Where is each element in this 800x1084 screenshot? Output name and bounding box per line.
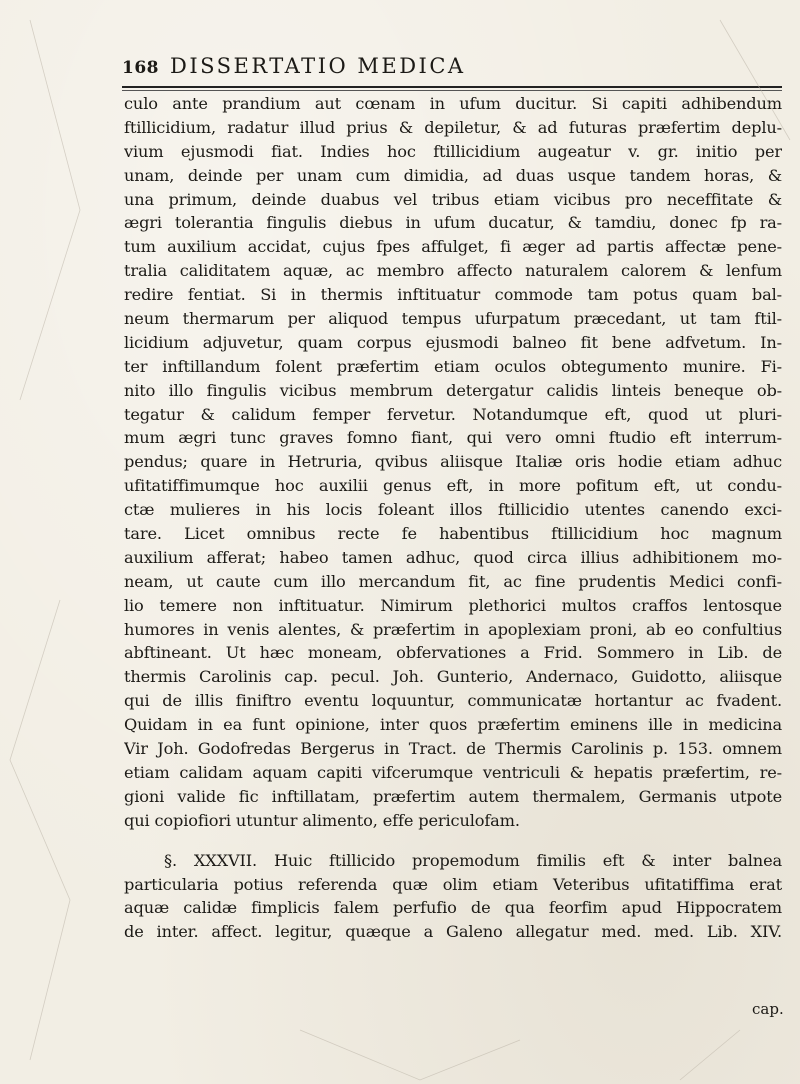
text-line: una primum, deinde duabus vel tribus etiam vicibus pro neceffitate & xyxy=(124,189,782,209)
header-rule xyxy=(122,86,782,88)
text-line: auxilium afferat; habeo tamen adhuc, quod circa illius adhibitionem mo- xyxy=(124,547,782,567)
text-line: culo ante prandium aut cœnam in ufum ducitur. Si capiti adhibendum xyxy=(124,94,782,113)
text-line: tegatur & calidum femper fervetur. Notandumque eft, quod ut pluri- xyxy=(124,404,782,424)
text-line: neam, ut caute cum illo mercandum fit, ac fine prudentis Medici confi- xyxy=(124,571,782,591)
page-number: 168 xyxy=(122,58,159,78)
text-line: unam, deinde per unam cum dimidia, ad duas usque tandem horas, & xyxy=(124,165,782,185)
text-line: qui de illis finiftro eventu loquuntur, communicatæ hortantur ac fvadent. xyxy=(124,691,782,711)
text-line: aquæ calidæ fimplicis falem perfufio de qua feorfim apud Hippocratem xyxy=(124,898,782,918)
running-title: DISSERTATIO MEDICA xyxy=(170,54,466,78)
text-line: Quidam in ea funt opinione, inter quos præfertim eminens ille in medicina xyxy=(124,715,782,735)
paragraph-1 xyxy=(124,92,782,833)
text-line: tum auxilium accidat, cujus fpes affulget, fi æger ad partis affectæ pene- xyxy=(124,237,782,257)
header-rule-thin xyxy=(122,90,782,91)
text-line: ægri tolerantia fingulis diebus in ufum ducatur, & tamdiu, donec fp ra- xyxy=(124,213,782,233)
text-line: lio temere non inftituatur. Nimirum plethorici multos craffos lentosque xyxy=(124,595,782,615)
section-heading-line: §. XXXVII. Huic ftillicido propemodum fimilis eft & inter balnea xyxy=(164,850,782,870)
text-line: mum ægri tunc graves fomno fiant, qui vero omni ftudio eft interrum- xyxy=(124,428,782,448)
text-line: Vir Joh. Godofredas Bergerus in Tract. de Thermis Carolinis p. 153. omnem xyxy=(124,739,782,759)
text-line: particularia potius referenda quæ olim etiam Veteribus ufitatiffima erat xyxy=(124,874,782,894)
text-line: gioni valide fic inftillatam, præfertim autem thermalem, Germanis utpote xyxy=(124,786,782,806)
text-line: abftineant. Ut hæc moneam, obfervationes a Frid. Sommero in Lib. de xyxy=(124,643,782,663)
text-line: licidium adjuvetur, quam corpus ejusmodi balneo fit bene adfvetum. In- xyxy=(124,332,782,352)
text-line: vium ejusmodi fiat. Indies hoc ftillicidium augeatur v. gr. initio per xyxy=(124,141,782,161)
page-header xyxy=(122,50,782,84)
text-line: etiam calidam aquam capiti vifcerumque ventriculi & hepatis præfertim, re- xyxy=(124,762,782,782)
text-line: ufitatiffimumque hoc auxilii genus eft, in more pofitum eft, ut condu- xyxy=(124,476,782,496)
text-line: ftillicidium, radatur illud prius & depiletur, & ad futuras præfertim deplu- xyxy=(124,117,782,137)
text-line: ter inftillandum folent præfertim etiam oculos obtegumento munire. Fi- xyxy=(124,356,782,376)
text-line: tare. Licet omnibus recte fe habentibus ftillicidium hoc magnum xyxy=(124,524,782,544)
text-line: tralia caliditatem aquæ, ac membro affecto naturalem calorem & lenfum xyxy=(124,261,782,281)
text-line: de inter. affect. legitur, quæque a Galeno allegatur med. med. Lib. XIV. xyxy=(124,922,782,942)
text-line: thermis Carolinis cap. pecul. Joh. Gunterio, Andernaco, Guidotto, aliisque xyxy=(124,667,782,687)
body-text xyxy=(124,92,782,944)
paragraph-2 xyxy=(124,849,782,945)
text-line: pendus; quare in Hetruria, qvibus aliisque Italiæ oris hodie etiam adhuc xyxy=(124,452,782,472)
text-line: humores in venis alentes, & præfertim in apoplexiam proni, ab eo confultius xyxy=(124,619,782,639)
text-line: qui copiofiori utuntur alimento, effe periculofam. xyxy=(124,810,520,830)
text-line: nito illo fingulis vicibus membrum detergatur calidis linteis beneque ob- xyxy=(124,380,782,400)
text-line: redire fentiat. Si in thermis inftituatur commode tam potus quam bal- xyxy=(124,285,782,305)
text-line: ctæ mulieres in his locis foleant illos ftillicidio utentes canendo exci- xyxy=(124,500,782,520)
text-line: neum thermarum per aliquod tempus ufurpatum præcedant, ut tam ftil- xyxy=(124,309,782,329)
catchword: cap. xyxy=(752,1000,784,1018)
